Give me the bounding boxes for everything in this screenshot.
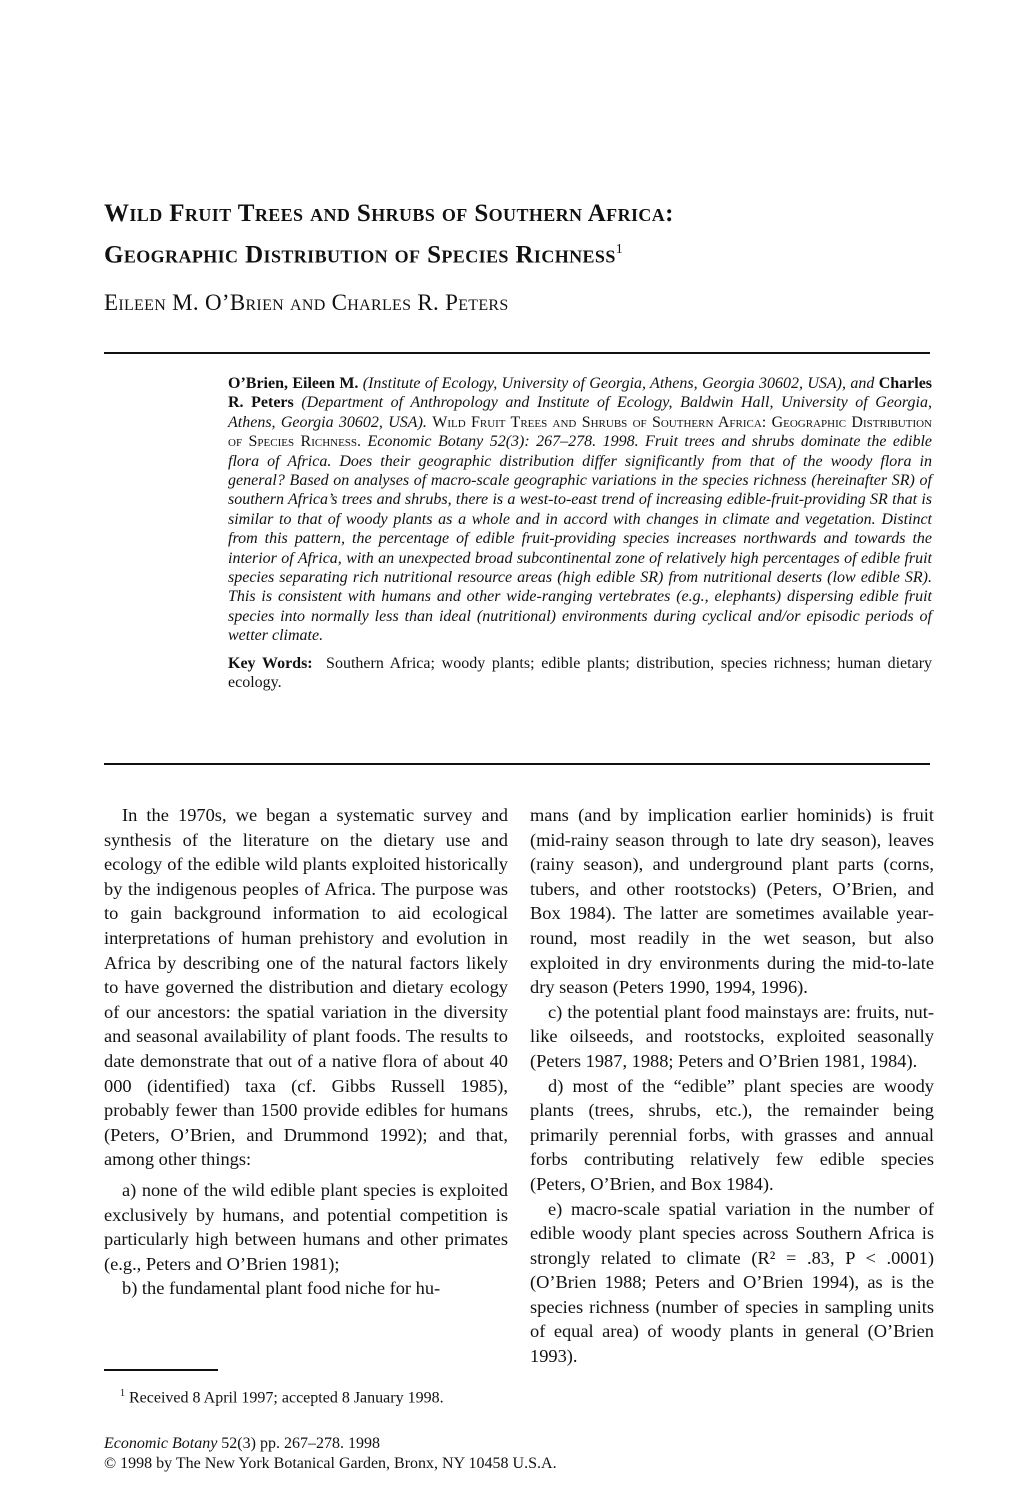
list-item-b-continued: mans (and by implication earlier hominids) is fruit (mid-rainy season through to late dry season), leaves (rainy season), and underground plant parts (corns, tubers, and other rootstocks) (Peters, O’Brien, and Box 1984). The latter are sometimes available year-round, most readily in the wet season, but also exploited in dry environments during the mid-to-late dry season (Peters 1990, 1994, 1996). <box>530 805 934 998</box>
author2-name: Charles R. Peters <box>228 375 933 412</box>
author1-name: O’Brien, Eileen M. <box>228 375 359 392</box>
keywords-label: Key Words: <box>228 654 313 672</box>
author1-affiliation: (Institute of Ecology, University of Georgia, Athens, Georgia 30602, USA), <box>358 375 847 392</box>
title-footnote-mark: 1 <box>615 242 624 257</box>
intro-paragraph: In the 1970s, we began a systematic survey and synthesis of the literature on the dietary use and ecology of the edible wild plants exploited historically by the indigenous peoples of Africa. The purpose was to gain background information to aid ecological interpretations of human prehistory and evolution in Africa by describing one of the natural factors likely to have governed the distribution and dietary ecology of our ancestors: the spatial variation in the diversity and seasonal availability of plant foods. The results to date demonstrate that out of a native flora of about 40 000 (identified) taxa (cf. Gibbs Russell 1985), probably fewer than 1500 provide edibles for humans (Peters, O’Brien, and Drummond 1992); and that, among other things: <box>104 805 508 1170</box>
abstract-text: Economic Botany 52(3): 267–278. 1998. Fruit trees and shrubs dominate the edible flora of Africa. Does their geographic distribution differ significantly from that of the woody flora in general? Based on analyses of macro-scale geographic variations in the species richness (hereinafter SR) of southern Africa’s trees and shrubs, there is a west-to-east trend of increasing edible-fruit-providing SR that is similar to that of woody plants as a whole and in accord with changes in climate and vegetation. Distinct from this pattern, the percentage of edible fruit-providing species increases northwards and towards the interior of Africa, with an unexpected broad subcontinental zone of relatively high percentages of edible fruit species separating rich nutritional resource areas (high edible SR) from nutritional deserts (low edible SR). This is consistent with humans and other wide-ranging vertebrates (e.g., elephants) dispersing edible fruit species into normally less than ideal (nutritional) environments during cyclical and/or episodic periods of wetter climate. <box>228 433 933 645</box>
keywords <box>228 654 932 693</box>
bottom-divider <box>104 763 930 765</box>
abstract-title: Wild Fruit Trees and Shrubs of Southern Africa: Geographic Distribution of Species Richness. <box>228 413 932 451</box>
abstract-block <box>228 374 932 693</box>
abstract-paragraph <box>228 374 932 646</box>
left-column <box>104 803 508 1301</box>
article-title <box>104 196 964 273</box>
footnote-divider <box>104 1369 218 1371</box>
list-item-e: e) macro-scale spatial variation in the number of edible woody plant species across Southern Africa is strongly related to climate (R² = .83, P < .0001) (O’Brien 1988; Peters and O’Brien 1994), as is the species richness (number of species in sampling units of equal area) of woody plants in general (O’Brien 1993). <box>530 1198 934 1367</box>
author-byline: Eileen M. O’Brien and Charles R. Peters <box>104 290 509 315</box>
list-item-c: c) the potential plant food mainstays are: fruits, nut-like oilseeds, and rootstocks, exploited seasonally (Peters 1987, 1988; Peters and O’Brien 1981, 1984). <box>530 1001 934 1071</box>
right-column <box>530 803 934 1369</box>
footnote-text: Received 8 April 1997; accepted 8 January 1998. <box>125 1389 444 1407</box>
list-item-d: d) most of the “edible” plant species are woody plants (trees, shrubs, etc.), the remainder being primarily perennial forbs, with grasses and annual forbs contributing relatively few edible species (Peters, O’Brien, and Box 1984). <box>530 1075 934 1194</box>
author2-affiliation: (Department of Anthropology and Institute of Ecology, Baldwin Hall, University of Georgia, Athens, Georgia 30602, USA). <box>228 394 933 431</box>
top-divider <box>104 352 930 354</box>
footnote <box>120 1384 444 1408</box>
keywords-text: Southern Africa; woody plants; edible plants; distribution, species richness; human dietary ecology. <box>228 654 933 692</box>
title-line-2: Geographic Distribution of Species Richness <box>104 241 616 269</box>
list-item-b: b) the fundamental plant food niche for hu- <box>122 1278 441 1299</box>
list-item-a: a) none of the wild edible plant species is exploited exclusively by humans, and potential competition is particularly high between humans and other primates (e.g., Peters and O’Brien 1981); <box>104 1179 508 1274</box>
copyright-line: © 1998 by The New York Botanical Garden, Bronx, NY 10458 U.S.A. <box>104 1455 557 1472</box>
and-connector: and <box>846 375 879 392</box>
journal-citation <box>104 1434 557 1474</box>
footnote-mark: 1 <box>120 1388 125 1399</box>
journal-volume-pages: 52(3) pp. 267–278. 1998 <box>217 1435 380 1452</box>
journal-name: Economic Botany <box>104 1435 218 1452</box>
title-line-1: Wild Fruit Trees and Shrubs of Southern Africa: <box>104 200 674 227</box>
